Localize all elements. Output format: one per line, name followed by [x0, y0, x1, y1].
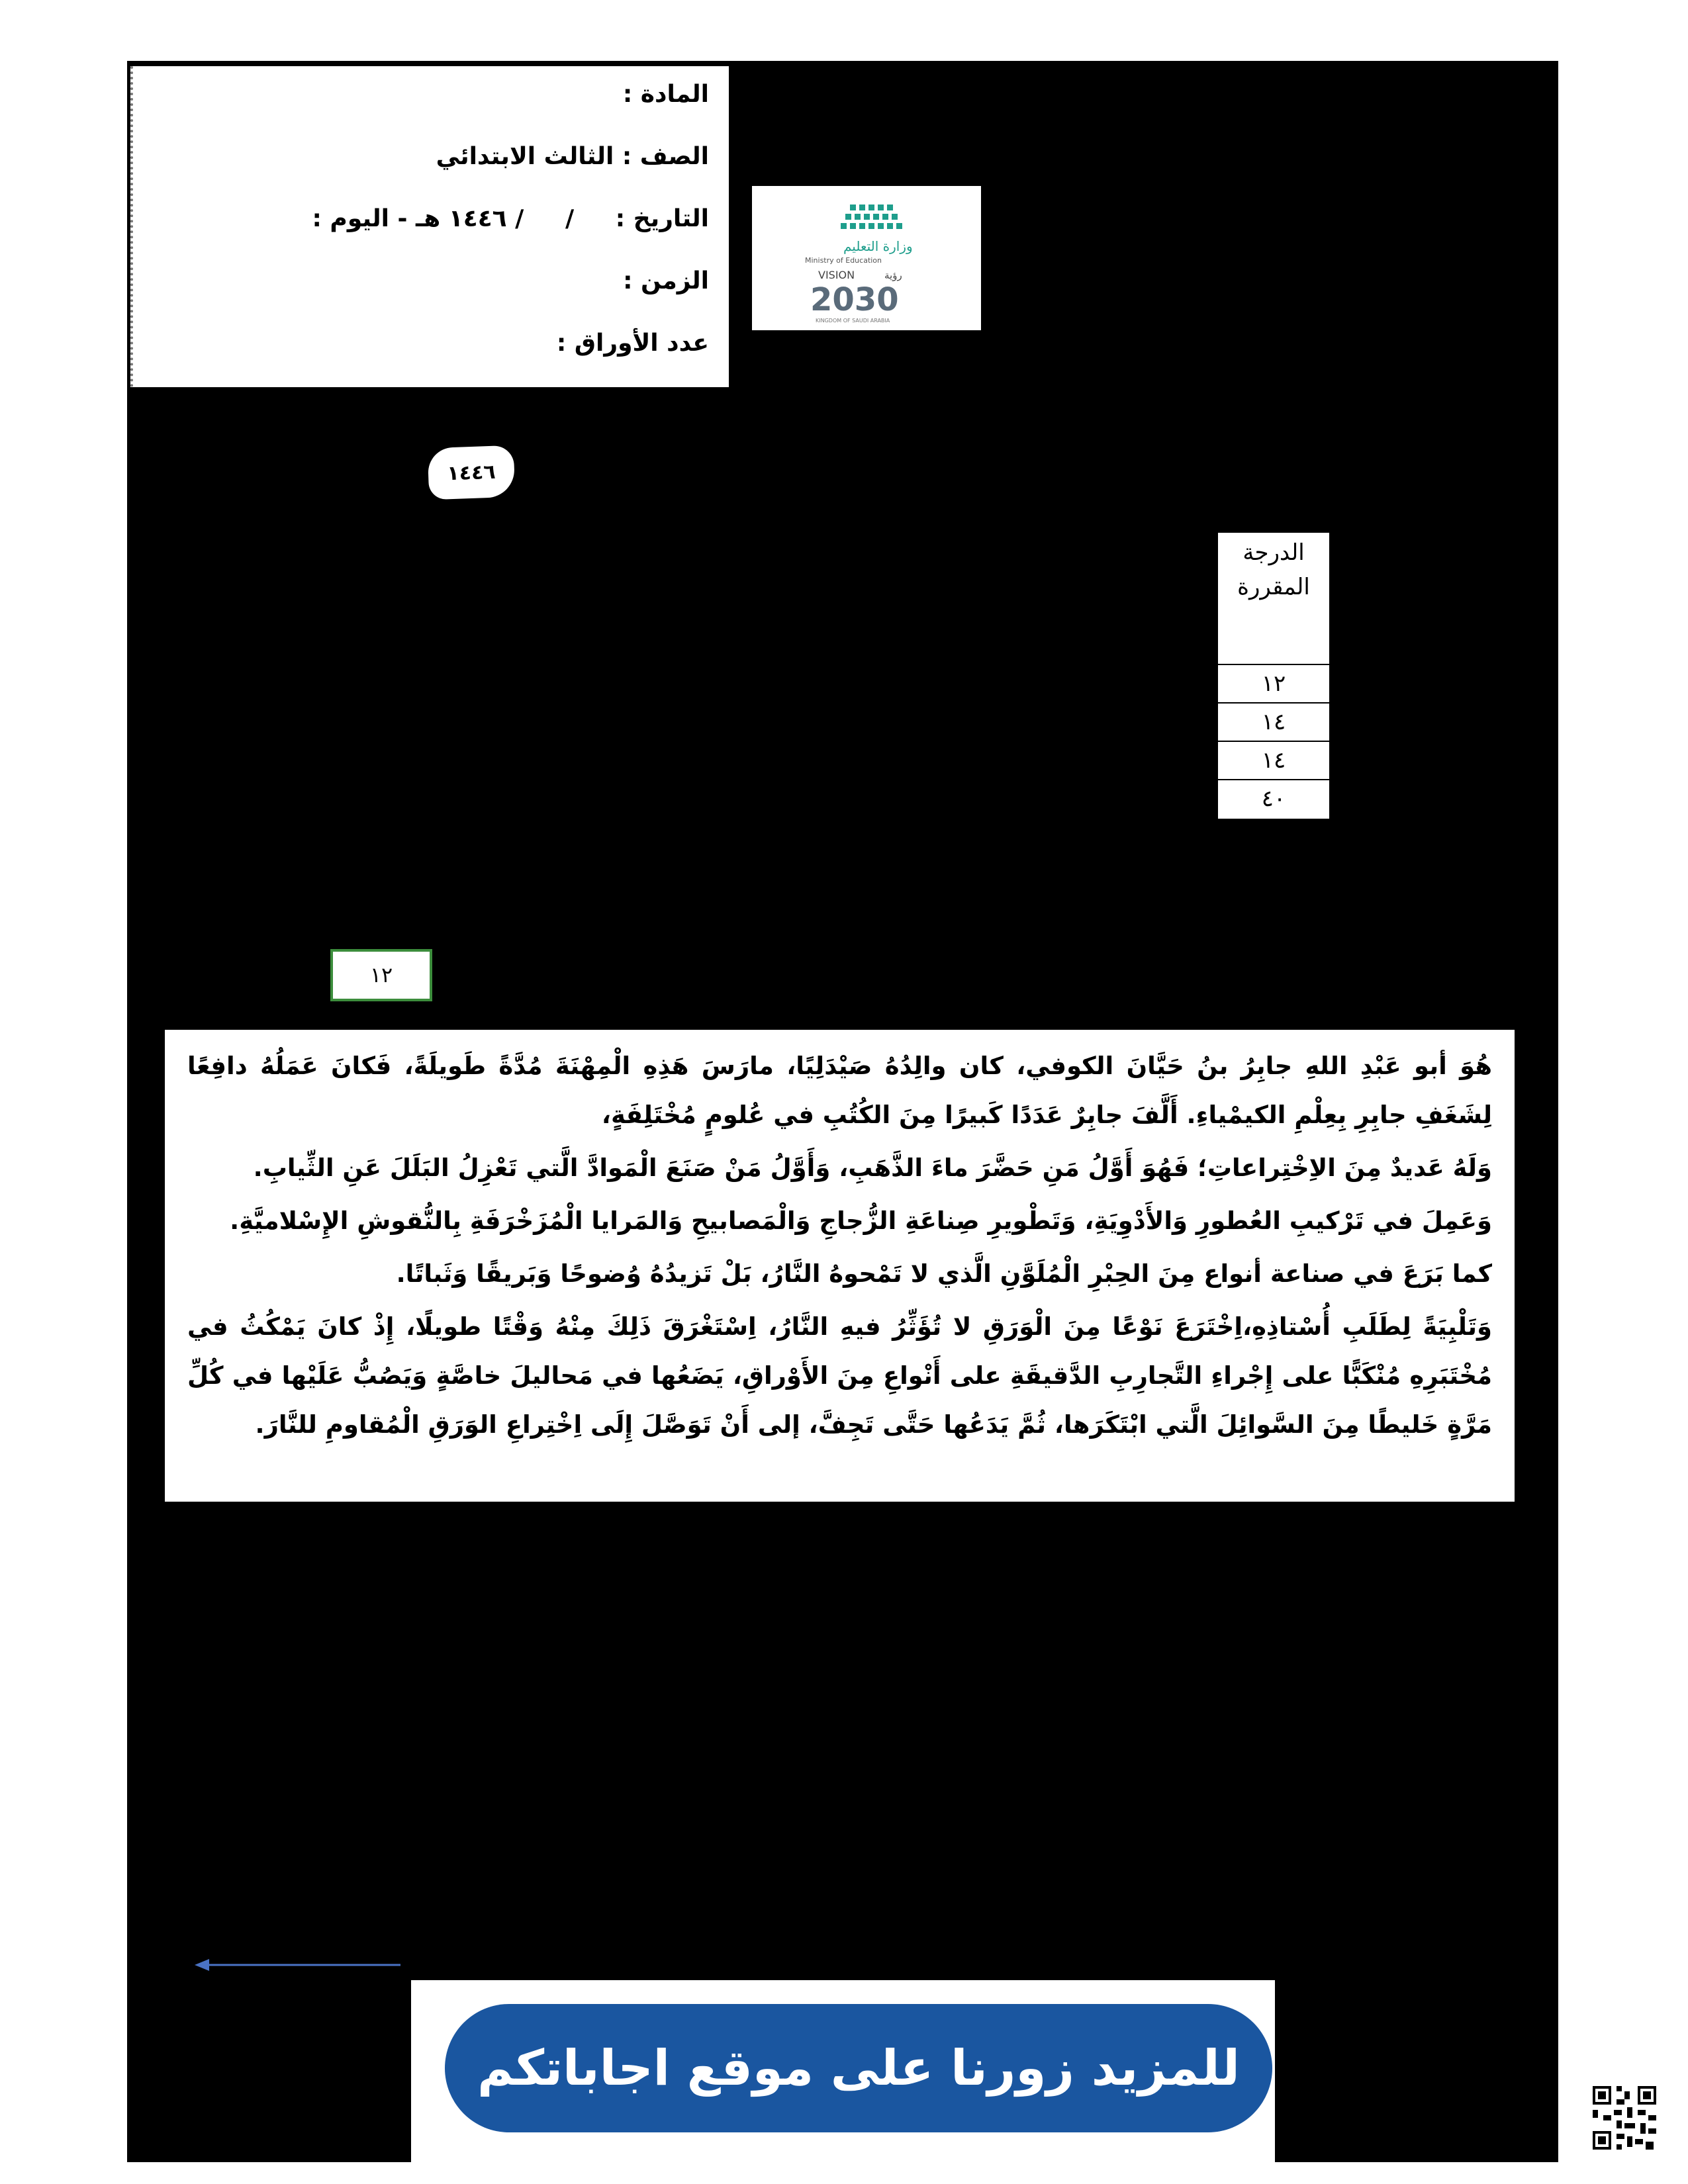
grade-table-header: الدرجة المقررة: [1218, 533, 1329, 665]
arrow-left-icon: [192, 1955, 404, 1975]
grade-table: [1217, 531, 1331, 820]
passage-paragraph: وَتَلْبِيَةً لِطَلَبِ أُسْتاذِهِ،اِخْتَرَعَ نَوْعًا مِنَ الْوَرَقِ لا تُؤَثِّرُ فيهِ النَّارُ، اِسْتَغْرَقَ ذَلِكَ مِنْهُ وَقْتًا طويلًا، إِذْ كانَ يَمْكُثُ في مُخْتَبَرِهِ مُنْكَبًّا على إِجْراءِ التَّجارِبِ الدَّقيقَةِ على أَنْواعِ مِنَ الأَوْراقِ، يَضَعُها في مَحاليلَ خاصَّةٍ وَيَصُبُّ عَلَيْها في كُلِّ مَرَّةٍ خَليطًا مِنَ السَّوائِلَ الَّتي ابْتَكَرَها، ثُمَّ يَدَعُها حَتَّى تَجِفَّ، إلى أَنْ تَوَصَّلَ إِلَى اِخْتِراعِ الوَرَقِ الْمُقاومِ للنَّارَ.: [187, 1312, 1492, 1439]
grade-total-row: ٤٠: [1261, 786, 1286, 812]
passage-paragraph: وَعَمِلَ في تَرْكيبِ العُطورِ وَالأَدْوِيَةِ، وَتَطْويرِ صِناعَةِ الزُّجاجِ وَالْمَصابيحِ وَالمَرايا الْمُزَخْرَفَةِ بِالنُّقوشِ الإِسْلاميَّةِ.: [230, 1206, 1492, 1235]
grade-row: ١٢: [1218, 665, 1329, 704]
grade-row: ١٤: [1218, 704, 1329, 742]
ministry-emblem-icon: [752, 186, 981, 330]
svg-text:رؤية: رؤية: [884, 269, 902, 281]
passage-paragraph: كما بَرَعَ في صناعة أنواع مِنَ الحِبْرِ الْمُلَوَّنِ الَّذي لا تَمْحوهُ النَّارُ، بَلْ تَزيدُهُ وُضوحًا وَبَريقًا وَثَباتًا.: [396, 1259, 1492, 1288]
subject-field: المادة :: [622, 81, 709, 108]
passage-paragraph: هُوَ أبو عَبْدِ اللهِ جابِرُ بنُ حَيَّانَ الكوفي، كان والِدُهُ صَيْدَلِيًا، مارَسَ هَذِهِ الْمِهْنَةَ مُدَّةً طَويلَةً، فَكانَ عَمَلُهُ دافِعًا لِشَغَفِ جابِرِ بِعِلْمِ الكيمْياءِ. أَلَّفَ جابِرٌ عَدَدًا كَبيرًا مِنَ الكُتُبِ في عُلومٍ مُخْتَلِفَةٍ،: [187, 1052, 1492, 1129]
svg-text:KINGDOM OF SAUDI ARABIA: KINGDOM OF SAUDI ARABIA: [816, 318, 890, 324]
svg-text:وزارة التعليم: وزارة التعليم: [843, 238, 913, 254]
date-field: التاريخ : / / ١٤٤٦ هـ - اليوم :: [312, 205, 709, 232]
ministry-logo: [752, 186, 981, 330]
year-badge: ١٤٤٦: [428, 445, 516, 500]
grade-field: الصف : الثالث الابتدائي: [436, 143, 709, 170]
pages-field: عدد الأوراق :: [556, 330, 709, 357]
time-field: الزمن :: [623, 267, 709, 295]
question-score-box: ١٢: [330, 949, 432, 1001]
passage-paragraph: وَلَهُ عَديدٌ مِنَ الاِخْتِراعاتِ؛ فَهُوَ أَوَّلُ مَنِ حَضَّرَ ماءَ الذَّهَبِ، وَأَوَّلُ مَنْ صَنَعَ الْمَوادَّ الَّتي تَعْزِلُ البَلَلَ عَنِ الثِّيابِ.: [253, 1154, 1492, 1182]
reading-passage: [165, 1030, 1515, 1502]
exam-header: [130, 66, 729, 387]
svg-text:2030: 2030: [810, 281, 899, 318]
grade-row: ١٤: [1218, 742, 1329, 780]
website-banner-link[interactable]: للمزيد زورنا على موقع اجاباتكم: [445, 2004, 1272, 2132]
qr-code-icon: [1590, 2083, 1659, 2152]
svg-text:Ministry of Education: Ministry of Education: [805, 256, 882, 265]
svg-text:VISION: VISION: [818, 269, 855, 281]
